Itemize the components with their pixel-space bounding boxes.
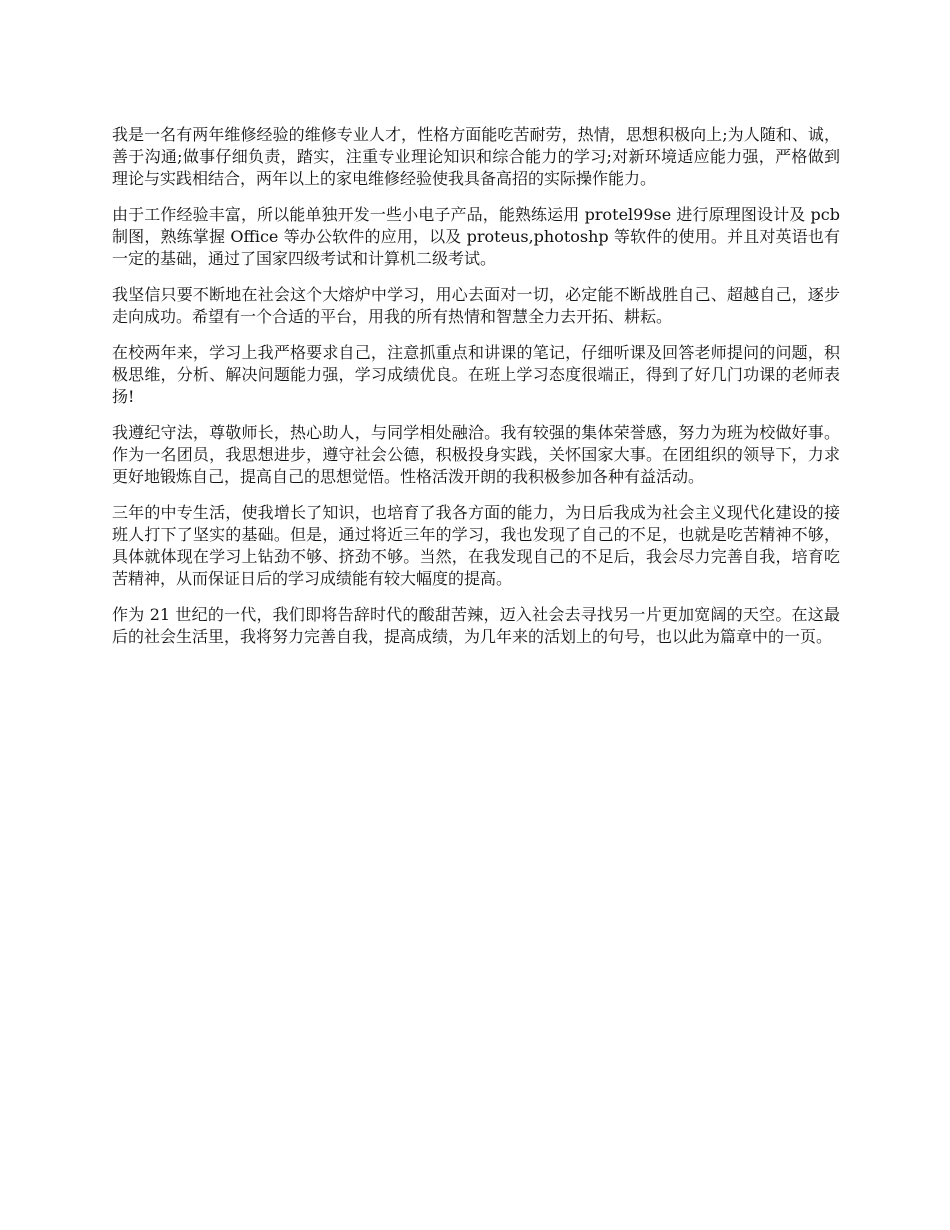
paragraph-6: 三年的中专生活，使我增长了知识，也培育了我各方面的能力，为日后我成为社会主义现代化建设的接班人打下了坚实的基础。但是，通过将近三年的学习，我也发现了自己的不足，也就是吃苦精神不够，具体就体现在学习上钻劲不够、挤劲不够。当然，在我发现自己的不足后，我会尽力完善自我，培育吃苦精神，从而保证日后的学习成绩能有较大幅度的提高。: [112, 503, 840, 588]
paragraph-5: 我遵纪守法，尊敬师长，热心助人，与同学相处融洽。我有较强的集体荣誉感，努力为班为校做好事。作为一名团员，我思想进步，遵守社会公德，积极投身实践，关怀国家大事。在团组织的领导下，力求更好地锻炼自己，提高自己的思想觉悟。性格活泼开朗的我积极参加各种有益活动。: [112, 423, 840, 486]
paragraph-7: 作为 21 世纪的一代，我们即将告辞时代的酸甜苦辣，迈入社会去寻找另一片更加宽阔的天空。在这最后的社会生活里，我将努力完善自我，提高成绩，为几年来的活划上的句号，也以此为篇章中的一页。: [112, 605, 840, 646]
paragraph-4: 在校两年来，学习上我严格要求自己，注意抓重点和讲课的笔记，仔细听课及回答老师提问的问题，积极思维，分析、解决问题能力强，学习成绩优良。在班上学习态度很端正，得到了好几门功课的老师表扬!: [112, 343, 840, 406]
paragraph-3: 我坚信只要不断地在社会这个大熔炉中学习，用心去面对一切，必定能不断战胜自己、超越自己，逐步走向成功。希望有一个合适的平台，用我的所有热情和智慧全力去开拓、耕耘。: [112, 285, 840, 326]
document-body: [112, 124, 840, 662]
paragraph-1: 我是一名有两年维修经验的维修专业人才，性格方面能吃苦耐劳，热情，思想积极向上;为人随和、诚，善于沟通;做事仔细负责，踏实，注重专业理论知识和综合能力的学习;对新环境适应能力强，严格做到理论与实践相结合，两年以上的家电维修经验使我具备高招的实际操作能力。: [112, 125, 840, 188]
paragraph-2: 由于工作经验丰富，所以能单独开发一些小电子产品，能熟练运用 protel99se 进行原理图设计及 pcb 制图，熟练掌握 Office 等办公软件的应用，以及 proteus,photoshp 等软件的使用。并且对英语也有一定的基础，通过了国家四级考试和计算机二级考试。: [112, 205, 840, 268]
